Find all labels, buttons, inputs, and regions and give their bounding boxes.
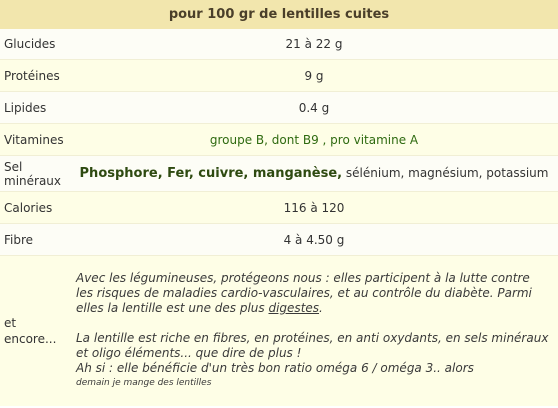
- minerals-rest: sélénium, magnésium, potassium: [342, 166, 549, 180]
- row-value: 116 à 120: [70, 192, 558, 224]
- row-label: Glucides: [0, 29, 70, 60]
- note-paragraph-4: demain je mange des lentilles: [76, 378, 212, 388]
- row-label: Fibre: [0, 224, 70, 256]
- row-sel-mineraux: [0, 156, 558, 192]
- row-value: groupe B, dont B9 , pro vitamine A: [70, 124, 558, 156]
- spacer: [76, 316, 550, 331]
- row-fibre: [0, 224, 558, 256]
- row-value: 21 à 22 g: [70, 29, 558, 60]
- table-title: pour 100 gr de lentilles cuites: [0, 0, 558, 29]
- row-vitamines: [0, 124, 558, 156]
- row-glucides: [0, 29, 558, 60]
- row-label: Sel minéraux: [0, 156, 70, 192]
- row-value: 4 à 4.50 g: [70, 224, 558, 256]
- note-paragraph-3: Ah si : elle bénéficie d'un très bon ratio oméga 6 / oméga 3.. alors: [76, 361, 474, 375]
- note-paragraph-2: La lentille est riche en fibres, en protéines, en anti oxydants, en sels minéraux et oligo éléments... que dire de plus !: [76, 331, 549, 360]
- row-value: 0.4 g: [70, 92, 558, 124]
- row-et-encore: [0, 256, 558, 406]
- row-value: 9 g: [70, 60, 558, 92]
- row-label: et encore...: [0, 256, 70, 406]
- row-proteines: [0, 60, 558, 92]
- digestes-link[interactable]: digestes: [268, 301, 320, 315]
- note-text: [70, 256, 558, 406]
- row-calories: [0, 192, 558, 224]
- row-label: Lipides: [0, 92, 70, 124]
- row-lipides: [0, 92, 558, 124]
- row-label: Protéines: [0, 60, 70, 92]
- table-header-row: [0, 0, 558, 29]
- row-label: Vitamines: [0, 124, 70, 156]
- row-label: Calories: [0, 192, 70, 224]
- minerals-highlight: Phosphore, Fer, cuivre, manganèse,: [79, 166, 343, 181]
- row-value: [70, 156, 558, 192]
- note-paragraph-1: Avec les légumineuses, protégeons nous : elles participent à la lutte contre les risques de maladies cardio-vasculaires, et au contrôle du diabète. Parmi elles la lentille est une des plus digestes.: [76, 271, 532, 315]
